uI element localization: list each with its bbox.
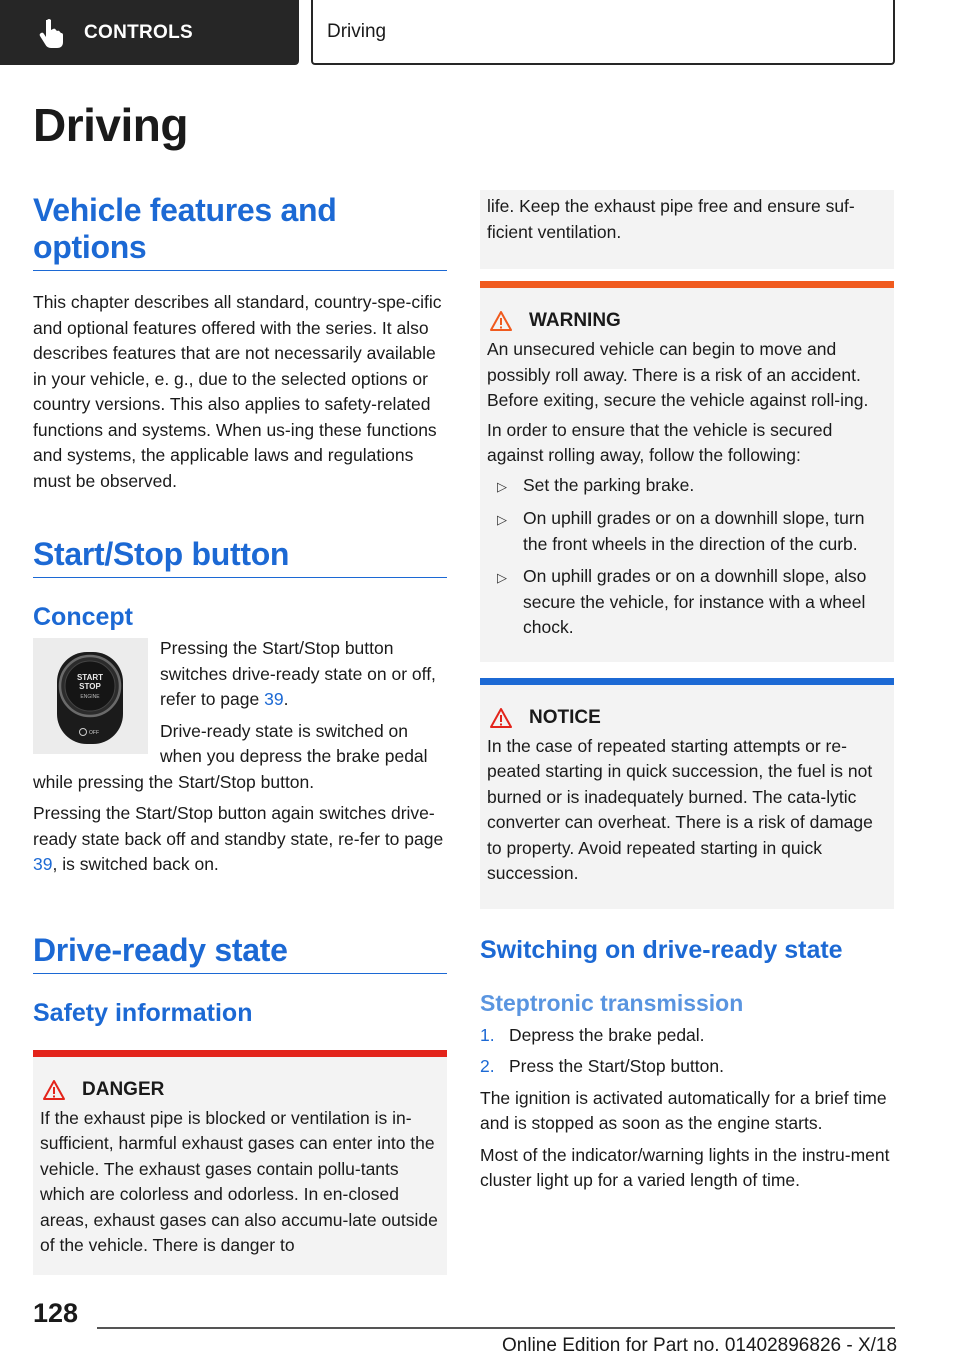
danger-text-continued: life. Keep the exhaust pipe free and ensure suf-ficient ventilation. <box>487 196 855 242</box>
footer-edition: Online Edition for Part no. 01402896826 - X/18 <box>502 1335 898 1356</box>
danger-bar <box>33 1050 447 1057</box>
step-number: 1. <box>480 1024 495 1045</box>
vehicle-features-body: This chapter describes all standard, country-spe-cific and optional features offered with the series. It also describes features that are not necessarily available in your vehicle, e. g., due to the selected options or country versions. This also applies to safety-related functions and systems. When us-ing these functions and systems, the applicable laws and regulations must be observed. <box>33 292 442 491</box>
start-stop-button-image <box>33 638 148 754</box>
warning-notice <box>480 281 894 662</box>
notice-triangle-icon <box>489 707 513 729</box>
warning-title: WARNING <box>529 310 621 331</box>
concept-p3 <box>33 801 447 878</box>
triangle-bullet-icon: ▷ <box>497 478 507 494</box>
warning-bullet-list <box>487 473 886 641</box>
page-link-39[interactable]: 39 <box>264 689 284 709</box>
list-item <box>480 1054 894 1080</box>
concept-p3-text: Pressing the Start/Stop button again switches drive-ready state back off and standby state, re-fer to page <box>33 803 444 849</box>
page-link-39-second[interactable]: 39 <box>33 854 53 874</box>
switching-heading: Switching on drive-ready state <box>480 935 843 964</box>
danger-notice <box>33 1050 447 1275</box>
notice-text: In the case of repeated starting attempts or re-peated starting in quick succession, the fuel is not burned or is inadequately burned. The cata-lytic converter can overheat. There is a risk of damage to property. Avoid repeated starting in quick succession. <box>487 735 873 883</box>
step-number: 2. <box>480 1056 495 1076</box>
notice-title: NOTICE <box>529 706 601 728</box>
list-item <box>487 564 886 641</box>
danger-notice-continued <box>480 190 894 269</box>
chapter-label: Driving <box>327 20 387 42</box>
triangle-bullet-icon: ▷ <box>497 570 507 585</box>
left-column <box>33 190 447 1275</box>
section-label: CONTROLS <box>84 21 194 43</box>
right-column <box>480 190 894 1194</box>
bullet-text: Set the parking brake. <box>523 474 695 495</box>
hand-pointer-icon <box>38 18 64 48</box>
footer-divider <box>97 1327 895 1329</box>
list-item <box>487 506 886 557</box>
button-label-off: OFF <box>89 730 99 736</box>
bullet-text: On uphill grades or on a downhill slope, turn the front wheels in the direction of the curb. <box>523 508 865 554</box>
button-label-stop: STOP <box>79 682 101 691</box>
danger-warning-icon <box>42 1079 66 1101</box>
bullet-text: On uphill grades or on a downhill slope, also secure the vehicle, for instance with a wheel chock. <box>523 566 867 637</box>
vehicle-features-heading: Vehicle features and options <box>33 190 447 271</box>
triangle-bullet-icon: ▷ <box>497 512 507 527</box>
page-title: Driving <box>33 99 188 151</box>
danger-text: If the exhaust pipe is blocked or ventilation is in-sufficient, harmful exhaust gases can enter into the vehicle. The exhaust gases contain pollu-tants which are colorless and odorless. In en-closed areas, exhaust gases can also accumu-late outside of the vehicle. There is danger to <box>40 1107 438 1255</box>
drive-ready-heading: Drive-ready state <box>33 932 447 974</box>
section-tab <box>0 0 299 65</box>
list-item <box>480 1023 894 1049</box>
warning-title-row <box>487 310 886 332</box>
steps-list <box>480 1023 894 1080</box>
warning-p2: In order to ensure that the vehicle is secured against rolling away, follow the following: <box>487 419 833 465</box>
step-text: Press the Start/Stop button. <box>509 1056 724 1076</box>
warning-p1: An unsecured vehicle can begin to move and possibly roll away. There is a risk of an accident. Before exiting, secure the vehicle against roll-ing. <box>487 339 869 410</box>
notice-box <box>480 678 894 909</box>
warning-triangle-icon <box>489 310 513 332</box>
start-stop-heading: Start/Stop button <box>33 536 447 578</box>
notice-bar <box>480 678 894 685</box>
warning-bar <box>480 281 894 288</box>
switching-p2: Most of the indicator/warning lights in the instru-ment cluster light up for a varied length of time. <box>480 1144 890 1190</box>
danger-title: DANGER <box>82 1078 165 1100</box>
button-label-start: START <box>76 673 104 682</box>
list-item <box>487 473 886 500</box>
safety-heading: Safety information <box>33 998 253 1027</box>
step-text: Depress the brake pedal. <box>509 1024 705 1045</box>
danger-title-row <box>40 1079 439 1101</box>
concept-p1-text: Pressing the Start/Stop button switches drive-ready state on or off, refer to page <box>160 638 436 709</box>
notice-title-row <box>487 707 886 729</box>
concept-p1-end: . <box>283 689 289 709</box>
concept-p2: Drive-ready state is switched on when you depress the brake pedal while pressing the Start/Stop button. <box>33 720 428 792</box>
page-number: 128 <box>33 1298 79 1328</box>
chapter-tab <box>311 0 895 65</box>
switching-p1: The ignition is activated automatically for a brief time and is stopped as soon as the engine starts. <box>480 1087 887 1133</box>
concept-heading: Concept <box>33 603 133 631</box>
concept-p3-end: , is switched back on. <box>52 854 219 874</box>
button-label-engine: ENGINE <box>80 694 100 700</box>
steptronic-heading: Steptronic transmission <box>480 989 744 1016</box>
